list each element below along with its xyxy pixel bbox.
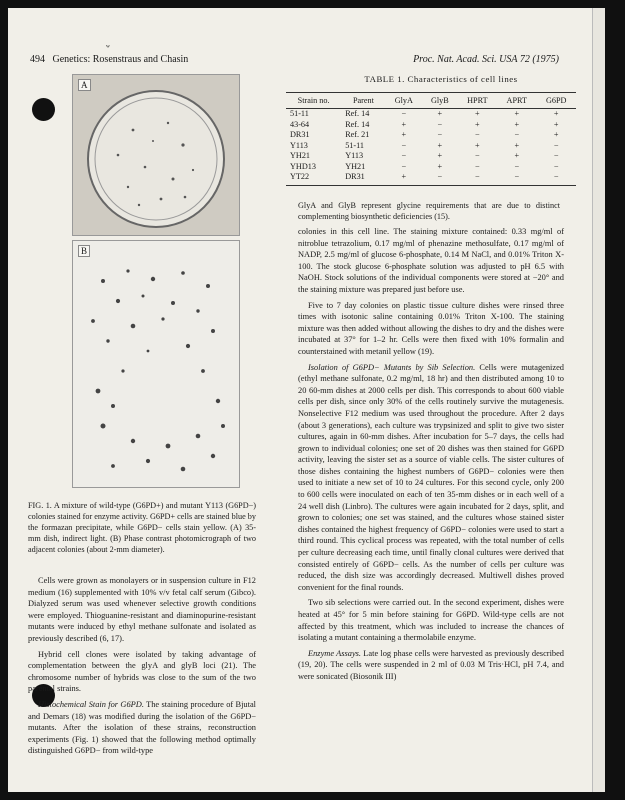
table-cell: YH21 — [290, 151, 311, 160]
right-column-text — [298, 226, 564, 687]
paragraph: Two sib selections were carried out. In the second experiment, dishes were heated at 45° for 5 min before staining for G6PD. Wild-type cells are not affected by this treatment, which was included to increase the chances of isolating a mutant containing a thermolabile enzyme. — [298, 598, 564, 643]
table-cell: 51-11 — [345, 140, 365, 150]
table-row — [286, 120, 576, 131]
paragraph-body: The staining procedure of Bjutal and Demars (18) was modified during the isolation of the G6PD− mutants. After the isolation of these strains, reconstruction experiments (Fig. 1) showed that the following method optimally distinguished G6PD− from wild-type — [28, 699, 256, 756]
table-cell: DR31 — [290, 130, 310, 139]
paragraph-body: Late log phase cells were harvested as previously described (19, 20). The cells were suspended in 2 ml of 0.03 M Tris·HCl, pH 7.4, and were sonicated (Biosonik III) — [298, 648, 564, 681]
table-cell: − — [401, 161, 407, 171]
page — [8, 8, 605, 792]
paragraph — [298, 648, 564, 683]
table-cell: + — [437, 109, 443, 118]
table-cell: + — [514, 140, 520, 150]
paragraph-body: Cells were mutagenized (ethyl methane sulfonate, 0.2 mg/ml, 18 hr) and then distributed among 10 to 20 60-mm dishes at 2000 cells per dish. This corresponds to about 600 viable cells per dish, since only 30% of the cells routinely survive the mutagenesis. Nonselective F12 medium was used throughout the procedure. After 2 days (about 3 generations), each culture was trypsinized and split to give two sister cultures, again in 60-mm dishes. After incubation for 5–7 days, the cells had grown to individual colonies; one set of 20 dishes was then stained for G6PD activity, leaving the sister set as a source of viable cells. The sister cultures of those dishes containing the highest numbers of G6PD− colonies were then used to initiate a new set of 10 to 24 cultures. For this second cycle, only 200 to 600 cells were inoculated on each of ten 35-mm dishes or in each well of a 24 well dish (Linbro). The cultures were again incubated for 2 days, split, and grown to colonies; one set was stained, and the cultures whose stained sister dishes contained the highest frequency of G6PD− colonies were used to start a third round. This cyclical process was repeated, with the total number of cells per culture decreasing each time, until finally clonal cultures were derived that consisted entirely of G6PD− cells. As the number of cells per culture was reduced, the dish size was accordingly decreased. Multiwell dishes proved convenient for the final rounds. — [298, 362, 564, 592]
table-cell: − — [401, 140, 407, 150]
table-cell: YHD13 — [290, 161, 316, 171]
table-cell: Ref. 14 — [345, 109, 370, 118]
table-row — [286, 151, 576, 162]
dish-photo — [73, 75, 239, 235]
table-title: TABLE 1. Characteristics of cell lines — [364, 74, 518, 84]
running-title: Genetics: Rosenstraus and Chasin — [52, 54, 189, 65]
section-heading: Histochemical Stain for G6PD. — [38, 699, 144, 709]
table-cell: − — [536, 172, 576, 185]
table-cell: + — [401, 130, 407, 139]
table-cell: + — [386, 172, 422, 185]
cell-lines-table — [286, 92, 576, 186]
table-cell: + — [437, 140, 443, 150]
table-cell: + — [553, 109, 559, 118]
table-cell: Ref. 21 — [345, 130, 370, 139]
table-header-row — [286, 93, 576, 109]
paragraph: colonies in this cell line. The staining mixture contained: 0.33 mg/ml of nitroblue tetrazolium, 0.17 mg/ml of phenazine methosulfate, 0.17 mg/ml of NADP, 2.5 mg/ml of glucose 6-phosphate, 0.14 M NaCl, and 0.01% Triton X-100. The stock glucose 6-phosphate solution was adjusted to pH 6.5 with NaOH. Stock solutions of the individual components were stored at −20° and the staining mixture was prepared just before use. — [298, 227, 564, 294]
next-page-edge — [592, 8, 605, 792]
table-cell: − — [514, 130, 520, 139]
table-row — [286, 130, 576, 141]
table-row — [286, 109, 576, 120]
figure-panel-a — [72, 74, 240, 236]
table-cell: − — [475, 161, 480, 171]
colony-micrograph — [73, 241, 239, 487]
paragraph: Hybrid cell clones were isolated by taking advantage of complementation between the glyA and glyB loci (21). The chromosome number of hybrids was close to the sum of the two parental strains. — [28, 649, 256, 694]
table-row — [286, 141, 576, 152]
table-cell: − — [437, 130, 443, 139]
column-header: Parent — [341, 93, 385, 109]
table-cell: + — [437, 161, 443, 171]
table-cell: YT22 — [286, 172, 341, 185]
section-heading: Isolation of G6PD− Mutants by Sib Selection. — [308, 362, 476, 372]
table-cell: − — [475, 151, 480, 160]
panel-label-a: A — [78, 79, 91, 91]
table-cell: − — [553, 151, 559, 160]
paragraph: Cells were grown as monolayers or in suspension culture in F12 medium (16) supplemented with 10% v/v fetal calf serum (Gibco). Dialyzed serum was used whenever selective growth conditions were employed. Thioguanine-resistant and diaminopurine-resistant mutants were induced by ethyl methane sulfonate and isolated as previously described (6, 17). — [28, 576, 256, 643]
table-cell: Y113 — [345, 151, 364, 160]
column-header: Strain no. — [286, 93, 341, 109]
journal-citation: Proc. Nat. Acad. Sci. USA 72 (1975) — [413, 54, 559, 65]
table-cell: + — [475, 119, 480, 129]
column-header: G6PD — [536, 93, 576, 109]
left-column-text — [28, 575, 256, 761]
table-cell: + — [401, 119, 407, 129]
table-cell: + — [475, 140, 480, 150]
table-cell: − — [514, 161, 520, 171]
table-footnote: GlyA and GlyB represent glycine requirements that are due to distinct complementing biosynthetic deficiencies (15). — [298, 201, 560, 221]
paragraph — [298, 362, 564, 594]
table-cell: − — [553, 161, 559, 171]
figure-panel-b — [72, 240, 240, 488]
running-head-left — [30, 54, 188, 65]
table-cell: + — [553, 130, 559, 139]
table-cell: DR31 — [341, 172, 385, 185]
table-row — [286, 172, 576, 185]
column-header: GlyA — [386, 93, 422, 109]
paragraph: Five to 7 day colonies on plastic tissue culture dishes were rinsed three times with isotonic saline containing 0.01% Triton X-100. The staining mixture was then added without allowing the dishes to dry and the dishes were incubated at 37° for 1–2 hr. Cells were then fixed with 10% formalin and counterstained with metanil yellow (19). — [298, 300, 564, 356]
column-header: GlyB — [422, 93, 458, 109]
paragraph — [28, 699, 256, 757]
table-cell: Y113 — [290, 140, 308, 150]
column-header: HPRT — [458, 93, 497, 109]
panel-label-b: B — [78, 245, 90, 257]
table-cell: − — [553, 140, 559, 150]
table-cell: 43-64 — [290, 119, 310, 129]
table-cell: − — [497, 172, 536, 185]
table-cell: − — [422, 172, 458, 185]
table-cell: − — [458, 172, 497, 185]
table-cell: YH21 — [345, 161, 366, 171]
table-cell: + — [514, 119, 520, 129]
table-cell: + — [514, 109, 520, 118]
page-number: 494 — [30, 54, 45, 65]
table-cell: + — [475, 109, 480, 118]
section-heading: Enzyme Assays. — [308, 648, 362, 658]
figure-caption: FIG. 1. A mixture of wild-type (G6PD+) and mutant Y113 (G6PD−) colonies stained for enzyme activity. G6PD+ cells are stained blue by the formazan precipitate, while G6PD− cells stain yellow. (A) 35-mm dish, indirect light. (B) Phase contrast photomicrograph of two adjacent colonies (about 2-mm diameter). — [28, 501, 256, 554]
table-cell: − — [401, 151, 407, 160]
table-cell: − — [437, 119, 443, 129]
table-cell: − — [475, 130, 480, 139]
table-cell: + — [553, 119, 559, 129]
table-cell: 51-11 — [290, 109, 309, 118]
table-cell: + — [514, 151, 520, 160]
binder-hole — [32, 98, 55, 121]
table-cell: + — [437, 151, 443, 160]
column-header: APRT — [497, 93, 536, 109]
pen-mark: ʷ — [106, 42, 110, 52]
table-cell: Ref. 14 — [345, 119, 370, 129]
table-row — [286, 162, 576, 173]
table-cell: − — [401, 109, 407, 118]
